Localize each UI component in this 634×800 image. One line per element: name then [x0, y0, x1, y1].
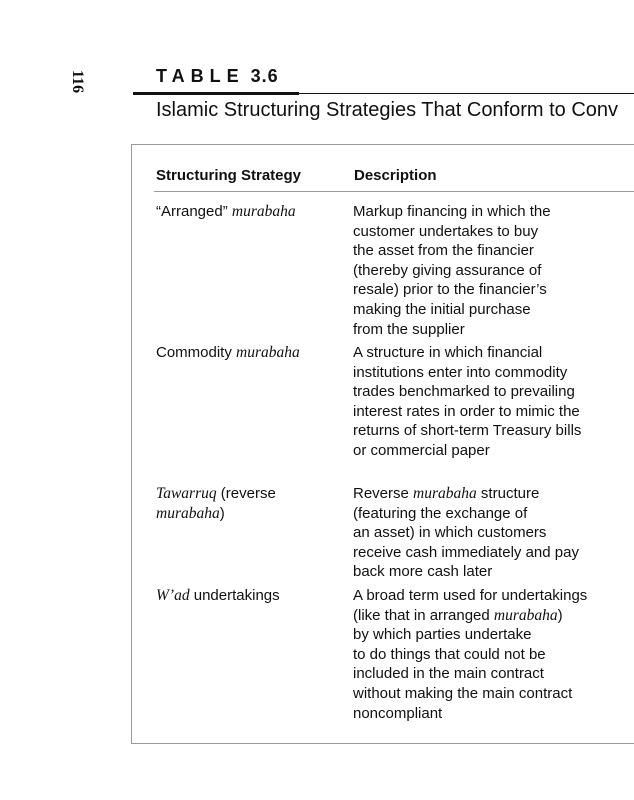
- row-4-description: [353, 586, 633, 723]
- row-3-desc-line: receive cash immediately and pay: [353, 543, 579, 561]
- row-3-description: [353, 484, 613, 582]
- row-1-strategy-text: “Arranged”: [156, 203, 232, 220]
- row-1-desc-line: resale) prior to the financier’s: [353, 281, 547, 299]
- table-title: Islamic Structuring Strategies That Conform to Conv: [156, 99, 619, 121]
- row-1-description: [353, 202, 613, 339]
- title-rule-thick: [133, 92, 299, 95]
- row-4-desc-pre: (like that in arranged: [353, 606, 494, 624]
- row-2-desc-line: interest rates in order to mimic the: [353, 402, 580, 420]
- row-1-desc-line: from the supplier: [353, 320, 465, 338]
- row-2-desc-line: A structure in which financial: [353, 344, 543, 361]
- row-4-desc-line: noncompliant: [353, 704, 443, 722]
- row-4-desc-line: to do things that could not be: [353, 645, 546, 663]
- header-description: Description: [354, 167, 437, 184]
- row-4-desc-line: A broad term used for undertakings: [353, 587, 588, 604]
- row-2-strategy-text: Commodity: [156, 344, 237, 361]
- table-label: [156, 66, 279, 87]
- row-3-desc-pre: Reverse: [353, 485, 414, 502]
- row-4-strategy: [156, 586, 280, 606]
- row-2-desc-line: trades benchmarked to prevailing: [353, 383, 575, 401]
- row-1-strategy-italic: murabaha: [231, 203, 296, 220]
- row-3-desc-line: back more cash later: [353, 563, 493, 581]
- row-1-desc-line: the asset from the financier: [353, 242, 534, 260]
- row-4-strategy-text: undertakings: [189, 587, 280, 604]
- row-2-desc-line: or commercial paper: [353, 441, 490, 459]
- row-3-strategy-text: (reverse: [216, 485, 276, 502]
- row-3-desc-line: (featuring the exchange of: [353, 504, 528, 522]
- row-4-desc-italic: murabaha: [493, 606, 558, 624]
- row-3-strategy: [156, 484, 276, 523]
- row-2-desc-line: returns of short-term Treasury bills: [353, 422, 582, 440]
- row-1-desc-line: Markup financing in which the: [353, 203, 551, 220]
- row-1-desc-line: making the initial purchase: [353, 300, 531, 318]
- row-3-strategy-italic-2: murabaha: [156, 504, 220, 522]
- row-3-desc-line: an asset) in which customers: [353, 524, 547, 542]
- page-number: 116: [69, 70, 86, 94]
- row-2-strategy-italic: murabaha: [236, 344, 300, 361]
- row-4-desc-line: by which parties undertake: [353, 626, 532, 644]
- header-structuring-strategy: Structuring Strategy: [156, 167, 302, 184]
- row-4-desc-line: without making the main contract: [353, 684, 573, 702]
- row-1-desc-line: customer undertakes to buy: [353, 222, 539, 240]
- row-2-desc-line: institutions enter into commodity: [353, 363, 568, 381]
- title-rule-thin: [299, 93, 634, 94]
- row-3-desc-post: structure: [476, 485, 540, 502]
- row-3-strategy-text-2: ): [219, 504, 225, 522]
- row-2-strategy: [156, 343, 300, 363]
- table-number: 3.6: [250, 66, 279, 86]
- row-4-strategy-italic: W’ad: [156, 587, 190, 604]
- header-rule: [154, 191, 634, 192]
- row-2-description: [353, 343, 613, 461]
- row-3-strategy-italic: Tawarruq: [156, 485, 217, 502]
- table-label-word: TABLE: [156, 66, 245, 86]
- row-4-desc-line: included in the main contract: [353, 665, 544, 683]
- row-4-desc-post: ): [557, 606, 563, 624]
- row-1-desc-line: (thereby giving assurance of: [353, 261, 542, 279]
- row-3-desc-italic: murabaha: [413, 485, 477, 502]
- row-1-strategy: [156, 202, 296, 222]
